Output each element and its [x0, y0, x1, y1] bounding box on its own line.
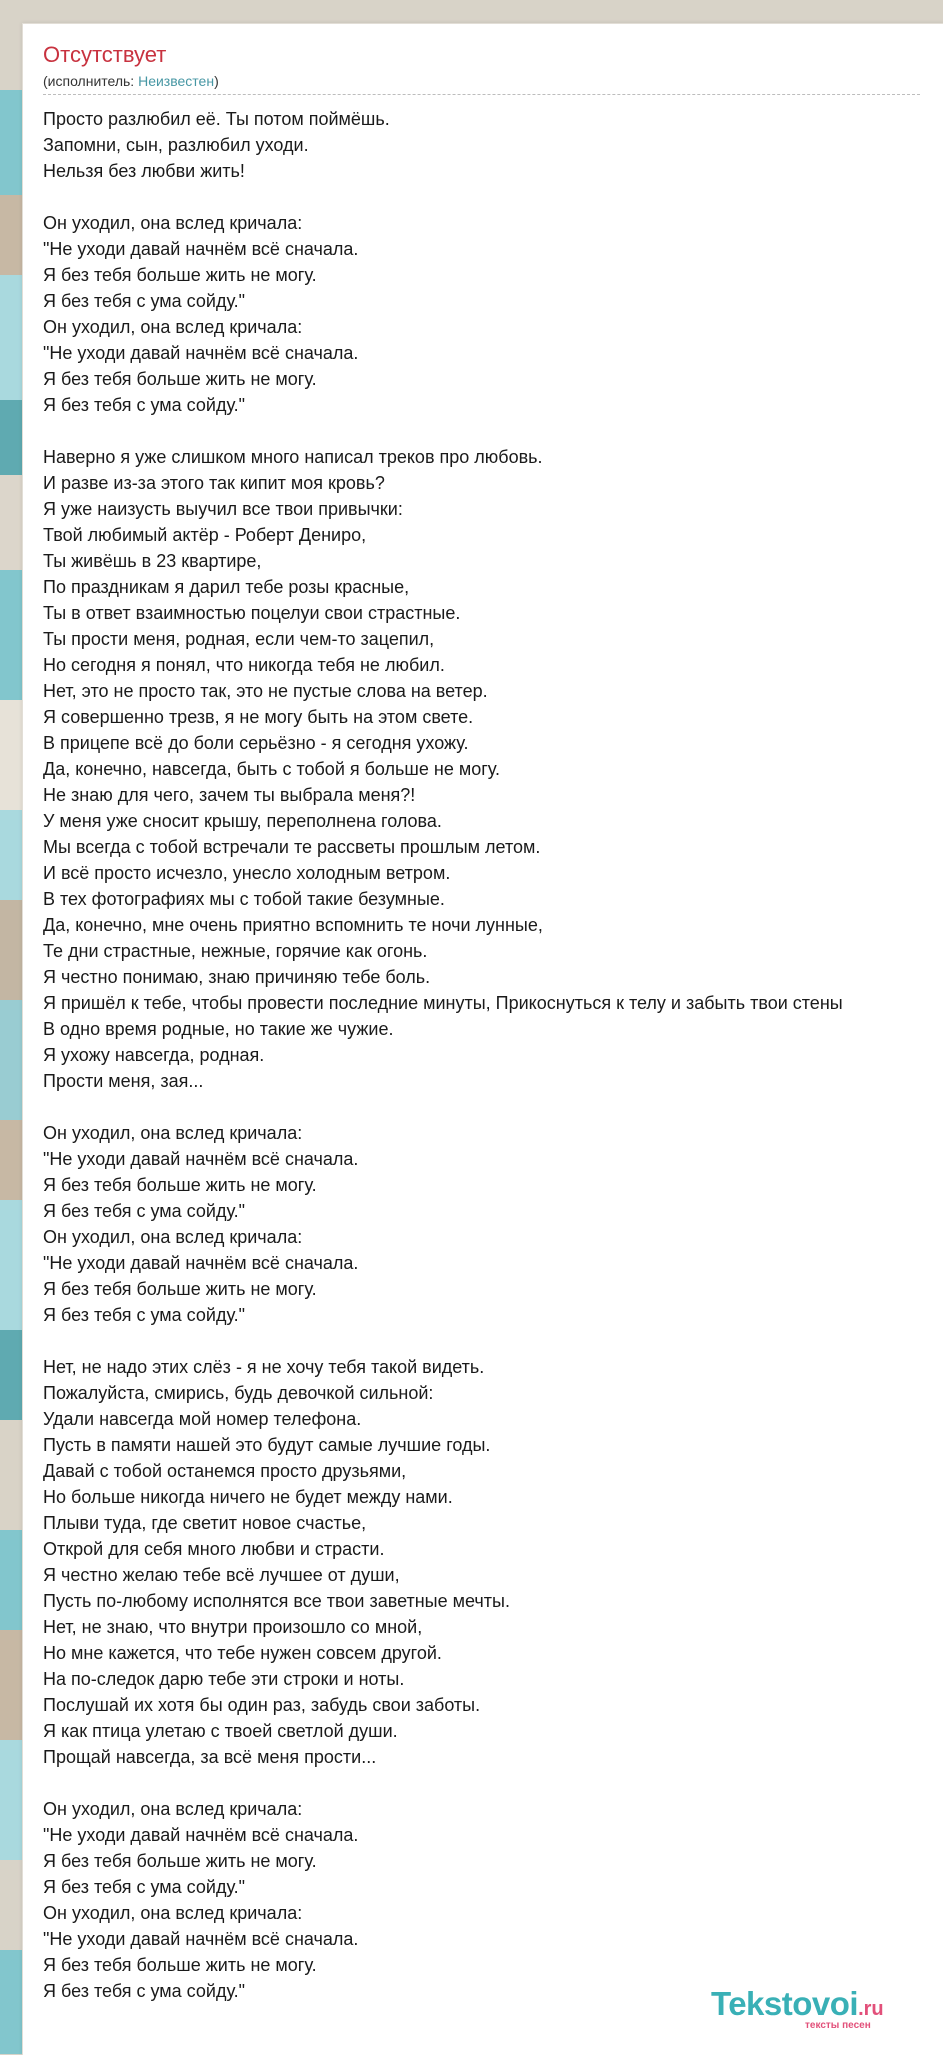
header-divider [43, 94, 920, 95]
site-logo[interactable] [711, 1987, 921, 2035]
logo-word: Tekstovoi [711, 1985, 859, 2022]
logo-tagline: тексты песен [805, 2020, 871, 2031]
artist-line [43, 74, 219, 88]
artist-link[interactable]: Неизвестен [138, 73, 215, 89]
logo-tld: .ru [858, 1998, 884, 2020]
lyrics-card [22, 23, 943, 2055]
lyrics-text: Просто разлюбил её. Ты потом поймёшь. Запомни, сын, разлюбил уходи. Нельзя без любви жить! Он уходил, она вслед кричала: "Не уходи давай начнём всё сначала. Я без тебя больше жить не могу. Я без тебя с ума сойду." Он уходил, она вслед кричала: "Не уходи давай начнём всё сначала. Я без тебя больше жить не могу. Я без тебя с ума сойду." Наверно я уже слишком много написал треков про любовь. И разве из-за этого так кипит моя кровь? Я уже наизусть выучил все твои привычки: Твой любимый актёр - Роберт Дениро, Ты живёшь в 23 квартире, По праздникам я дарил тебе розы красные, Ты в ответ взаимностью поцелуи свои страстные. Ты прости меня, родная, если чем-то зацепил, Но сегодня я понял, что никогда тебя не любил. Нет, это не просто так, это не пустые слова на ветер. Я совершенно трезв, я не могу быть на этом свете. В прицепе всё до боли серьёзно - я сегодня ухожу. Да, конечно, навсегда, быть с тобой я больше не могу. Не знаю для чего, зачем ты выбрала меня?! У меня уже сносит крышу, переполнена голова. Мы всегда с тобой встречали те рассветы прошлым летом. И всё просто исчезло, унесло холодным ветром. В тех фотографиях мы с тобой такие безумные. Да, конечно, мне очень приятно вспомнить те ночи лунные, Те дни страстные, нежные, горячие как огонь. Я честно понимаю, знаю причиняю тебе боль. Я пришёл к тебе, чтобы провести последние минуты, Прикоснуться к телу и забыть твои стены В одно время родные, но такие же чужие. Я ухожу навсегда, родная. Прости меня, зая... Он уходил, она вслед кричала: "Не уходи давай начнём всё сначала. Я без тебя больше жить не могу. Я без тебя с ума сойду." Он уходил, она вслед кричала: "Не уходи давай начнём всё сначала. Я без тебя больше жить не могу. Я без тебя с ума сойду." Нет, не надо этих слёз - я не хочу тебя такой видеть. Пожалуйста, смирись, будь девочкой сильной: Удали навсегда мой номер телефона. Пусть в памяти нашей это будут самые лучшие годы. Давай с тобой останемся просто друзьями, Но больше никогда ничего не будет между нами. Плыви туда, где светит новое счастье, Открой для себя много любви и страсти. Я честно желаю тебе всё лучшее от души, Пусть по-любому исполнятся все твои заветные мечты. Нет, не знаю, что внутри произошло со мной, Но мне кажется, что тебе нужен совсем другой. На по-следок дарю тебе эти строки и ноты. Послушай их хотя бы один раз, забудь свои заботы. Я как птица улетаю с твоей светлой души. Прощай навсегда, за всё меня прости... Он уходил, она вслед кричала: "Не уходи давай начнём всё сначала. Я без тебя больше жить не могу. Я без тебя с ума сойду." Он уходил, она вслед кричала: "Не уходи давай начнём всё сначала. Я без тебя больше жить не могу. Я без тебя с ума сойду." [43, 109, 843, 2001]
song-title: Отсутствует [43, 42, 167, 67]
logo-wordmark [711, 1987, 884, 2020]
artist-suffix: ) [214, 73, 219, 89]
artist-prefix: (исполнитель: [43, 73, 139, 89]
